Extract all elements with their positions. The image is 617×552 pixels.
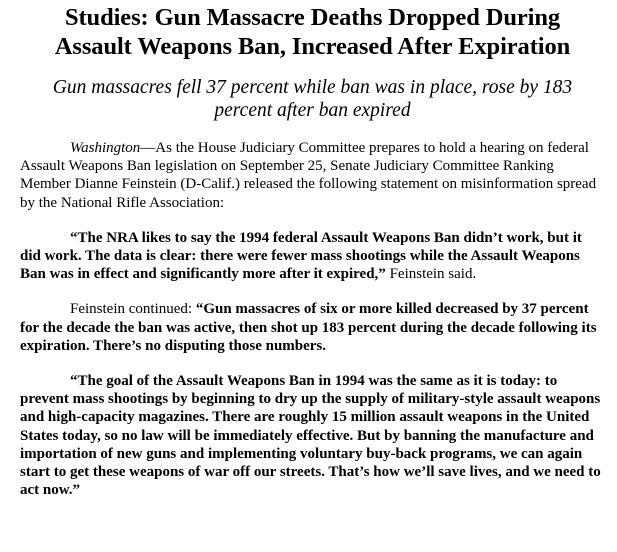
- paragraph-continued: [20, 300, 605, 355]
- paragraph-intro: [20, 139, 605, 212]
- subheadline: [20, 76, 605, 122]
- subheadline-line-1: Gun massacres fell 37 percent while ban was in place, rose by 183: [52, 77, 573, 98]
- subheadline-line-2: percent after ban expired: [214, 100, 411, 121]
- headline-line-2: Assault Weapons Ban, Increased After Expiration: [54, 33, 571, 60]
- continued-lead: Feinstein continued:: [70, 301, 196, 318]
- dateline: Washington: [70, 140, 141, 156]
- document-page: [0, 3, 617, 552]
- quote-goal: “The goal of the Assault Weapons Ban in 1994 was the same as it is today: to prevent mass shootings by beginning to dry up the supply of military-style assault weapons and high-capacity magazines. There are roughly 15 million assault weapons in the United States today, so no law will be immediately effective. But by banning the manufacture and importation of new guns and implementing voluntary buy-back programs, we can again start to get these weapons of war off our streets. That’s how we’ll save lives, and we need to act now.”: [20, 373, 601, 499]
- quote-attribution: Feinstein said.: [385, 266, 477, 283]
- quote-nra: “The NRA likes to say the 1994 federal Assault Weapons Ban didn’t work, but it did work. The data is clear: there were fewer mass shootings while the Assault Weapons Ban was in effect and significantly more after it expired,”: [20, 229, 582, 283]
- paragraph-goal: [20, 372, 605, 499]
- intro-text: —As the House Judiciary Committee prepares to hold a hearing on federal Assault Weapons Ban legislation on September 25, Senate Judiciary Committee Ranking Member Dianne Feinstein (D-Calif.) released the following statement on misinformation spread by the National Rifle Association:: [20, 140, 597, 211]
- headline-line-1: Studies: Gun Massacre Deaths Dropped During: [64, 4, 561, 31]
- quote-massacres: “Gun massacres of six or more killed decreased by 37 percent for the decade the ban was active, then shot up 183 percent during the decade following its expiration. There’s no disputing those numbers.: [20, 301, 597, 354]
- paragraph-quote-nra: [20, 229, 605, 284]
- headline: [20, 3, 605, 61]
